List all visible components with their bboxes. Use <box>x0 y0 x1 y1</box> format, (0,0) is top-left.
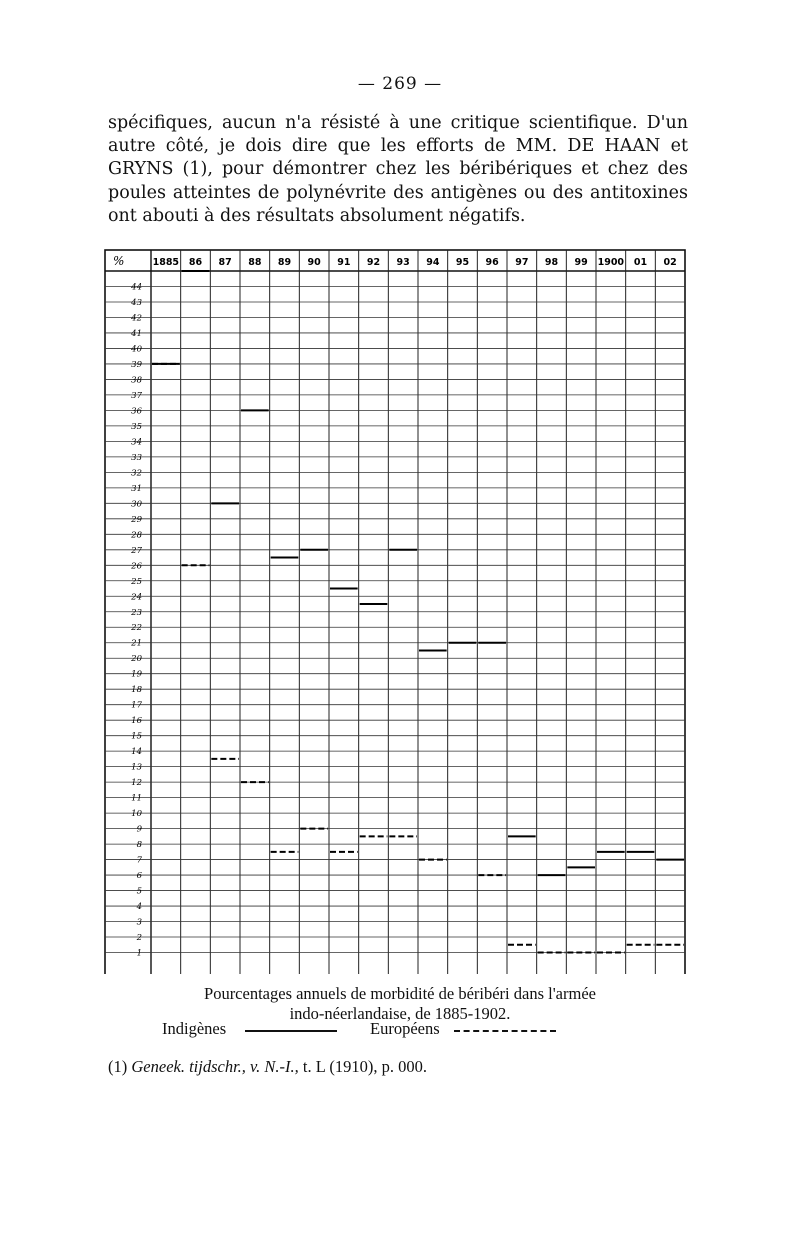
y-tick-label: 37 <box>131 390 142 401</box>
legend-europeens-line <box>454 1030 556 1032</box>
y-tick-label: 35 <box>131 421 142 432</box>
y-tick-label: 44 <box>131 282 142 293</box>
category-label: 01 <box>633 257 648 268</box>
category-label: 94 <box>426 257 440 268</box>
y-tick-label: 39 <box>131 359 142 370</box>
category-label: 1900 <box>597 257 625 268</box>
y-tick-label: 12 <box>131 778 142 789</box>
y-tick-label: 23 <box>131 607 142 618</box>
chart-caption <box>0 984 800 1024</box>
page-number: — 269 — <box>357 74 443 94</box>
legend-indigenes-label: Indigènes <box>162 1019 227 1038</box>
caption-line-2: indo-néerlandaise, de 1885-1902. <box>289 1004 511 1023</box>
footnote-journal: Geneek. tijdschr., v. N.-I., <box>131 1057 299 1076</box>
category-label: 93 <box>396 257 410 268</box>
category-label: 88 <box>248 257 262 268</box>
y-tick-label: 34 <box>131 437 142 448</box>
legend-europeens-label: Européens <box>370 1019 440 1038</box>
legend-indigenes-line <box>245 1030 337 1032</box>
y-tick-label: 19 <box>131 669 142 680</box>
y-tick-label: 43 <box>131 297 142 308</box>
y-tick-label: 4 <box>136 902 142 913</box>
footnote <box>108 1057 708 1077</box>
paragraph-text: spécifiques, aucun n'a résisté à une critique scientifique. D'un autre côté, je dois dire que les efforts de MM. DE HAAN et GRYNS (1), pour démontrer chez les béribériques et chez des poules atteintes de polynévrite des antigènes ou des antitoxines ont abouti à des résultats absolument négatifs. <box>108 113 688 226</box>
category-label: 89 <box>277 257 292 268</box>
y-tick-label: 26 <box>131 561 142 572</box>
caption-line-1: Pourcentages annuels de morbidité de béribéri dans l'armée <box>204 984 596 1003</box>
category-label: 87 <box>218 257 232 268</box>
y-tick-label: 9 <box>136 824 142 835</box>
category-label: 02 <box>663 257 677 268</box>
body-paragraph <box>108 112 688 228</box>
chart-grid <box>105 250 685 974</box>
category-label: 86 <box>188 257 203 268</box>
y-tick-label: 38 <box>131 375 142 386</box>
footnote-rest: t. L (1910), p. 000. <box>298 1057 427 1076</box>
y-tick-label: 5 <box>136 886 142 897</box>
y-tick-label: 1 <box>136 948 142 959</box>
category-label: 97 <box>515 257 529 268</box>
y-tick-label: 42 <box>131 313 142 324</box>
y-tick-label: 32 <box>131 468 142 479</box>
y-tick-label: 27 <box>131 545 142 556</box>
chart-labels <box>113 254 677 959</box>
y-tick-label: 2 <box>136 933 142 944</box>
y-tick-label: 36 <box>131 406 142 417</box>
y-tick-label: 22 <box>131 623 142 634</box>
y-tick-label: 41 <box>131 328 142 339</box>
category-label: 98 <box>544 257 559 268</box>
category-label: 99 <box>574 257 588 268</box>
y-tick-label: 20 <box>131 654 142 665</box>
footnote-prefix: (1) <box>108 1057 132 1076</box>
y-tick-label: 8 <box>136 840 142 851</box>
y-tick-label: 28 <box>131 530 142 541</box>
y-tick-label: 3 <box>136 917 142 928</box>
y-tick-label: 30 <box>131 499 142 510</box>
y-tick-label: 24 <box>131 592 142 603</box>
category-label: 92 <box>366 257 381 268</box>
y-tick-label: 21 <box>131 638 142 649</box>
y-tick-label: 16 <box>131 716 142 727</box>
y-tick-label: 40 <box>131 344 142 355</box>
category-label: 95 <box>455 257 470 268</box>
y-tick-label: 10 <box>131 809 142 820</box>
category-label: 1885 <box>152 257 180 268</box>
y-tick-label: 13 <box>131 762 142 773</box>
y-tick-label: 31 <box>131 483 142 494</box>
y-tick-label: 7 <box>136 855 142 866</box>
y-tick-label: 6 <box>136 871 142 882</box>
y-tick-label: 15 <box>131 731 142 742</box>
category-label: 91 <box>337 257 351 268</box>
category-label: 96 <box>485 257 499 268</box>
y-tick-label: 14 <box>131 747 142 758</box>
corner-label: % <box>113 254 125 268</box>
y-tick-label: 29 <box>131 514 142 525</box>
y-tick-label: 33 <box>131 452 142 463</box>
y-tick-label: 11 <box>131 793 142 804</box>
y-tick-label: 25 <box>131 576 142 587</box>
category-label: 90 <box>307 257 321 268</box>
morbidity-chart <box>100 246 690 974</box>
y-tick-label: 17 <box>131 700 142 711</box>
y-tick-label: 18 <box>131 685 142 696</box>
